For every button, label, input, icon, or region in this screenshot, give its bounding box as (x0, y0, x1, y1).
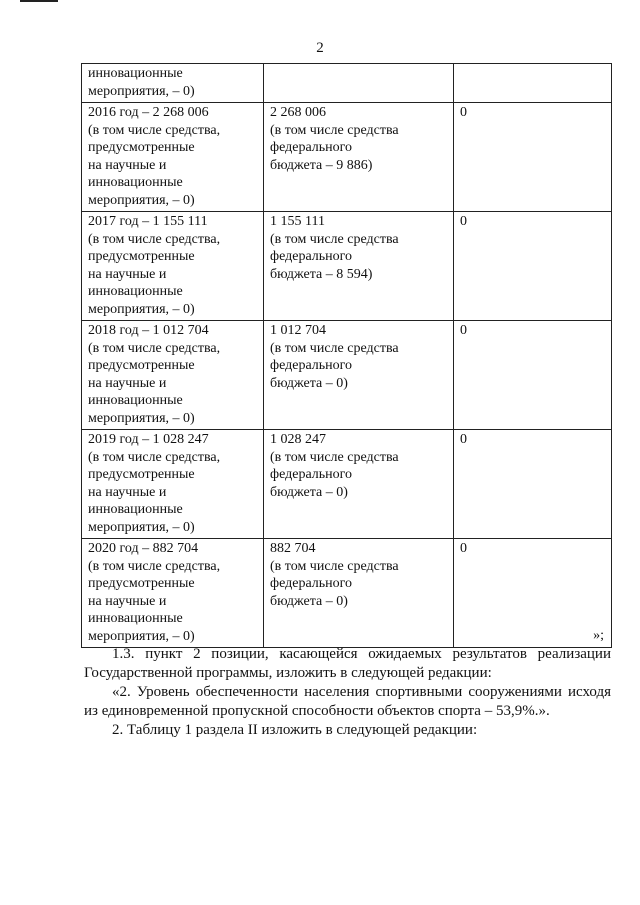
period-total-cell (82, 64, 264, 103)
funding-table (81, 63, 612, 648)
cell-text-line: (в том числе средства (270, 231, 399, 247)
cell-text-line: предусмотренные (88, 358, 195, 373)
other-sources-cell (454, 212, 612, 321)
cell-text-line: федерального (270, 467, 353, 482)
cell-text-line: на научные и (88, 375, 167, 391)
other-sources-cell (454, 103, 612, 212)
period-total-cell (82, 103, 264, 212)
cell-text-line: бюджета – 8 594) (270, 266, 373, 282)
paragraph-1-3-line-2: Государственной программы, изложить в следующей редакции: (84, 665, 492, 681)
cell-text-line: (в том числе средства (270, 558, 399, 574)
cell-text-line: (в том числе средства, (88, 558, 221, 574)
cell-text-line: инновационные (88, 611, 183, 626)
cell-text-line: мероприятия, – 0) (88, 83, 195, 99)
cell-text-line: (в том числе средства (270, 449, 399, 465)
cell-text-line: инновационные (88, 502, 183, 517)
cell-text-line: 2 268 006 (270, 105, 326, 120)
cell-text-line: (в том числе средства (270, 340, 399, 356)
period-total-cell (82, 321, 264, 430)
table-row (82, 212, 612, 321)
cell-text-line: мероприятия, – 0) (88, 410, 195, 426)
cell-text-line: инновационные (88, 66, 183, 81)
cell-text-line: бюджета – 0) (270, 375, 348, 391)
table-row (82, 64, 612, 103)
cell-text-line: федерального (270, 140, 353, 155)
cell-text-line: (в том числе средства (270, 122, 399, 138)
cell-text-line: (в том числе средства, (88, 340, 221, 356)
other-sources-cell (454, 430, 612, 539)
cell-text-line: предусмотренные (88, 467, 195, 482)
other-sources-cell (454, 64, 612, 103)
cell-text-line: на научные и (88, 484, 167, 500)
cell-text-line: 1 028 247 (270, 432, 326, 447)
cell-text-line: федерального (270, 358, 353, 373)
cell-text-line: на научные и (88, 266, 167, 282)
regional-budget-cell (264, 64, 454, 103)
cell-text-line: (в том числе средства, (88, 231, 221, 247)
paragraph-1-3-line-1: 1.3. пункт 2 позиции, касающейся ожидаемых результатов реализации (112, 646, 611, 662)
cell-text-line: предусмотренные (88, 140, 195, 155)
cell-text-line: мероприятия, – 0) (88, 628, 195, 644)
quoted-result-line-1: «2. Уровень обеспеченности населения спортивными сооружениями исходя (112, 684, 611, 700)
regional-budget-cell (264, 321, 454, 430)
table-row (82, 103, 612, 212)
cell-text-line: 882 704 (270, 541, 316, 556)
cell-text-line: мероприятия, – 0) (88, 192, 195, 208)
cell-text-line: (в том числе средства, (88, 122, 221, 138)
cell-text-line: 0 (460, 214, 467, 229)
cell-text-line: инновационные (88, 284, 183, 299)
cell-text-line: 0 (460, 105, 467, 120)
paragraph-2: 2. Таблицу 1 раздела II изложить в следующей редакции: (112, 722, 478, 738)
quoted-result-line-2: из единовременной пропускной способности объектов спорта – 53,9%.». (84, 703, 550, 719)
cell-text-line: 0 (460, 541, 467, 556)
other-sources-cell (454, 321, 612, 430)
cell-text-line: мероприятия, – 0) (88, 519, 195, 535)
cell-text-line: на научные и (88, 593, 167, 609)
scan-corner-mark (20, 0, 58, 2)
cell-text-line: инновационные (88, 393, 183, 408)
cell-text-line: 2019 год – 1 028 247 (88, 432, 209, 447)
table-row (82, 321, 612, 430)
cell-text-line: федерального (270, 576, 353, 591)
period-total-cell (82, 212, 264, 321)
page-number: 2 (316, 40, 324, 56)
closing-quote: »; (593, 628, 604, 643)
funding-table-body (82, 64, 612, 648)
cell-text-line: 0 (460, 323, 467, 338)
cell-text-line: 0 (460, 432, 467, 447)
cell-text-line: бюджета – 9 886) (270, 157, 373, 173)
cell-text-line: бюджета – 0) (270, 593, 348, 609)
regional-budget-cell (264, 430, 454, 539)
cell-text-line: федерального (270, 249, 353, 264)
cell-text-line: 1 155 111 (270, 214, 325, 229)
cell-text-line: на научные и (88, 157, 167, 173)
cell-text-line: инновационные (88, 175, 183, 190)
regional-budget-cell (264, 103, 454, 212)
cell-text-line: предусмотренные (88, 576, 195, 591)
cell-text-line: мероприятия, – 0) (88, 301, 195, 317)
cell-text-line: 2017 год – 1 155 111 (88, 214, 208, 229)
cell-text-line: предусмотренные (88, 249, 195, 264)
regional-budget-cell (264, 212, 454, 321)
cell-text-line: бюджета – 0) (270, 484, 348, 500)
table-row (82, 430, 612, 539)
cell-text-line: 2018 год – 1 012 704 (88, 323, 209, 338)
cell-text-line: 2016 год – 2 268 006 (88, 105, 209, 120)
cell-text-line: (в том числе средства, (88, 449, 221, 465)
period-total-cell (82, 430, 264, 539)
cell-text-line: 1 012 704 (270, 323, 326, 338)
cell-text-line: 2020 год – 882 704 (88, 541, 199, 556)
